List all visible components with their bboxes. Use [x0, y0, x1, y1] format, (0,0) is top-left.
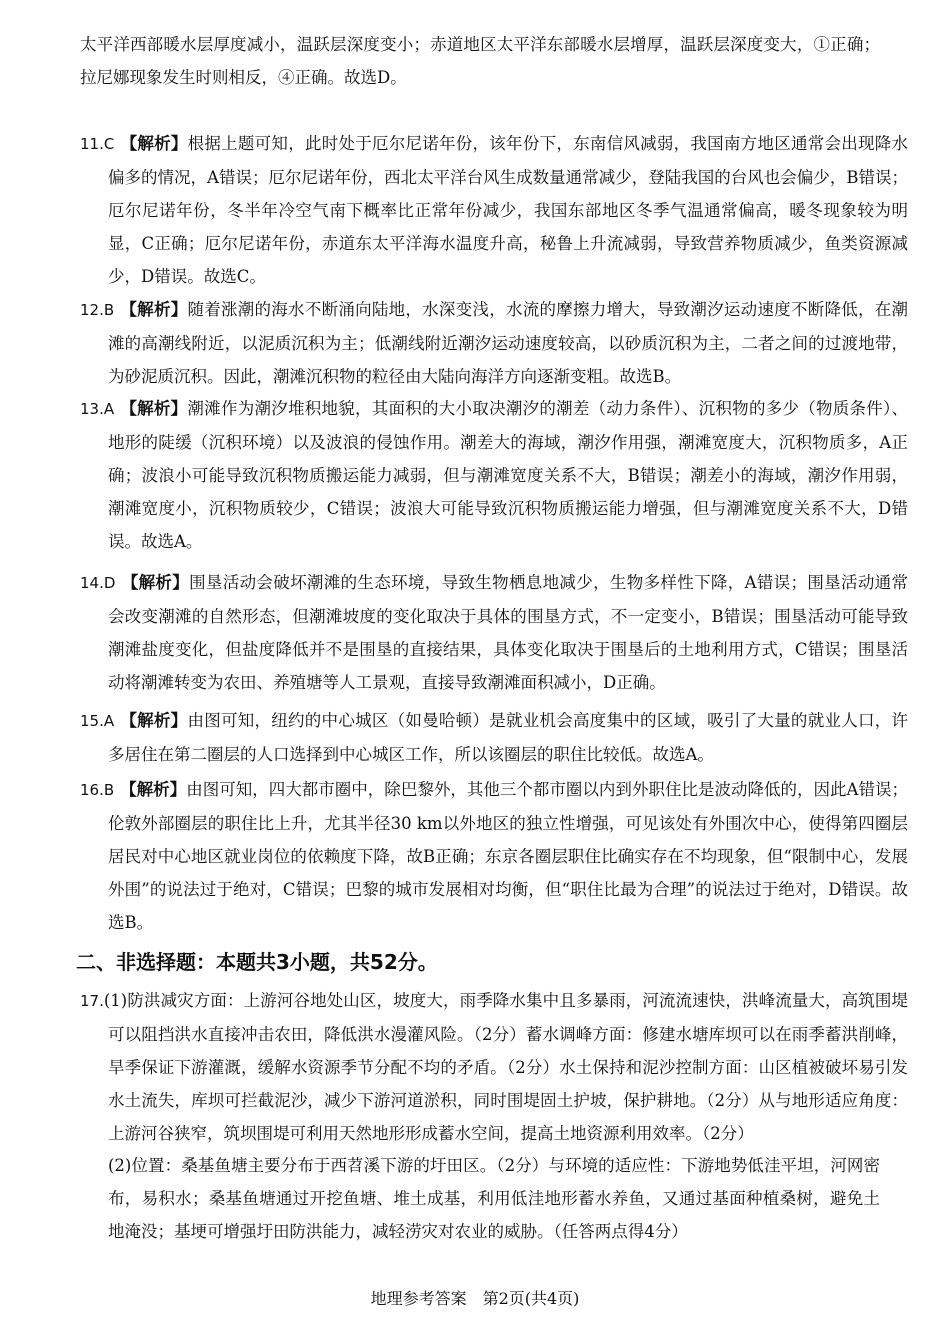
answer-text: 围垦活动会破坏潮滩的生态环境，导致生物栖息地减少，生物多样性下降，A错误；围垦活动通常会改变潮滩的自然形态，但潮滩坡度的变化取决于具体的围垦方式，不一定变小，B错误；围垦活动可能导致潮滩盐度变化，但盐度降低并不是围垦的直接结果，具体变化取决于围垦后的土地利用方式，C错误；围垦活动将潮滩转变为农田、养殖塘等人工景观，直接导致潮滩面积减小，D正确。: [108, 573, 908, 692]
answer-number: 15.A: [80, 712, 115, 730]
answer-16: [80, 773, 908, 939]
answer-13: [80, 392, 908, 558]
answer-text: 随着涨潮的海水不断涌向陆地，水深变浅，水流的摩擦力增大，导致潮汐运动速度不断降低，在潮滩的高潮线附近，以泥质沉积为主；低潮线附近潮汐运动速度较高，以砂质沉积为主，二者之间的过渡地带，为砂泥质沉积。因此，潮滩沉积物的粒径由大陆向海洋方向逐渐变粗。故选B。: [108, 300, 909, 386]
analysis-tag: 【解析】: [120, 300, 188, 319]
answer-number: 11.C: [80, 135, 115, 153]
answer-17-part-1: [80, 984, 908, 1150]
answer-number: 13.A: [80, 400, 115, 418]
answer-text: (1)防洪减灾方面：上游河谷地处山区，坡度大，雨季降水集中且多暴雨，河流流速快，洪峰流量大，高筑围堤可以阻挡洪水直接冲击农田，降低洪水漫灌风险。（2分）蓄水调峰方面：修建水塘库坝可以在雨季蓄洪削峰，旱季保证下游灌溉，缓解水资源季节分配不均的矛盾。（2分）水土保持和泥沙控制方面：山区植被破坏易引发水土流失，库坝可拦截泥沙，减少下游河道淤积，同时围堤固土护坡，保护耕地。（2分）从与地形适应角度：上游河谷狭窄，筑坝围堤可利用天然地形形成蓄水空间，提高土地资源利用效率。（2分）: [103, 991, 908, 1143]
answer-12: [80, 293, 908, 393]
section-title: 二、非选择题：本题共3小题，共52分。: [76, 950, 438, 974]
answer-15: [80, 704, 908, 771]
answer-text: 潮滩作为潮汐堆积地貌，其面积的大小取决潮汐的潮差（动力条件）、沉积物的多少（物质条件）、地形的陡缓（沉积环境）以及波浪的侵蚀作用。潮差大的海域，潮汐作用强，潮滩宽度大，沉积物质多，A正确；波浪小可能导致沉积物质搬运能力减弱，但与潮滩宽度关系不大，B错误；潮差小的海域，潮汐作用弱，潮滩宽度小，沉积物质较少，C错误；波浪大可能导致沉积物质搬运能力增强，但与潮滩宽度关系不大，D错误。故选A。: [108, 399, 909, 551]
answer-number: 14.D: [80, 574, 116, 592]
analysis-tag: 【解析】: [121, 573, 190, 592]
answer-text: 由图可知，纽约的中心城区（如曼哈顿）是就业机会高度集中的区域，吸引了大量的就业人口，许多居住在第二圈层的人口选择到中心城区工作，所以该圈层的职住比较低。故选A。: [108, 711, 909, 764]
answer-text: 根据上题可知，此时处于厄尔尼诺年份，该年份下，东南信风减弱，我国南方地区通常会出现降水偏多的情况，A错误；厄尔尼诺年份，西北太平洋台风生成数量通常减少，登陆我国的台风也会偏少，B错误；厄尔尼诺年份，冬半年冷空气南下概率比正常年份减少，我国东部地区冬季气温通常偏高，暖冬现象较为明显，C正确；厄尔尼诺年份，赤道东太平洋海水温度升高，秘鲁上升流减弱，导致营养物质减少，鱼类资源减少，D错误。故选C。: [108, 134, 909, 286]
analysis-tag: 【解析】: [120, 780, 187, 799]
analysis-tag: 【解析】: [120, 399, 188, 418]
answer-number: 17.: [80, 992, 104, 1010]
answer-14: [80, 566, 908, 699]
analysis-tag: 【解析】: [120, 134, 188, 153]
answer-17-part-2: (2)位置：桑基鱼塘主要分布于西苕溪下游的圩田区。（2分）与环境的适应性：下游地势低洼平坦，河网密布，易积水；桑基鱼塘通过开挖鱼塘、堆土成基，利用低洼地形蓄水养鱼，又通过基面种植桑树，避免土地淹没；基埂可增强圩田防洪能力，减轻涝灾对农业的威胁。（任答两点得4分）: [108, 1156, 880, 1241]
answer-text: 由图可知，四大都市圈中，除巴黎外，其他三个都市圈以内到外职住比是波动降低的，因此A错误；伦敦外部圈层的职住比上升，尤其半径30 km以外地区的独立性增强，可见该处有外围次中心，使得第四圈层居民对中心地区就业岗位的依赖度下降，故B正确；东京各圈层职住比确实存在不均现象，但“限制中心，发展外围”的说法过于绝对，C错误；巴黎的城市发展相对均衡，但“职住比最为合理”的说法过于绝对，D错误。故选B。: [108, 780, 908, 932]
analysis-tag: 【解析】: [120, 711, 188, 730]
answer-number: 12.B: [80, 301, 115, 319]
answer-number: 16.B: [80, 781, 115, 799]
continuation-paragraph: 太平洋西部暖水层厚度减小，温跃层深度变小；赤道地区太平洋东部暖水层增厚，温跃层深度变大，①正确；拉尼娜现象发生时则相反，④正确。故选D。: [80, 35, 880, 87]
page-footer: 地理参考答案 第2页(共4页): [370, 1289, 580, 1308]
answer-11: [80, 127, 908, 293]
